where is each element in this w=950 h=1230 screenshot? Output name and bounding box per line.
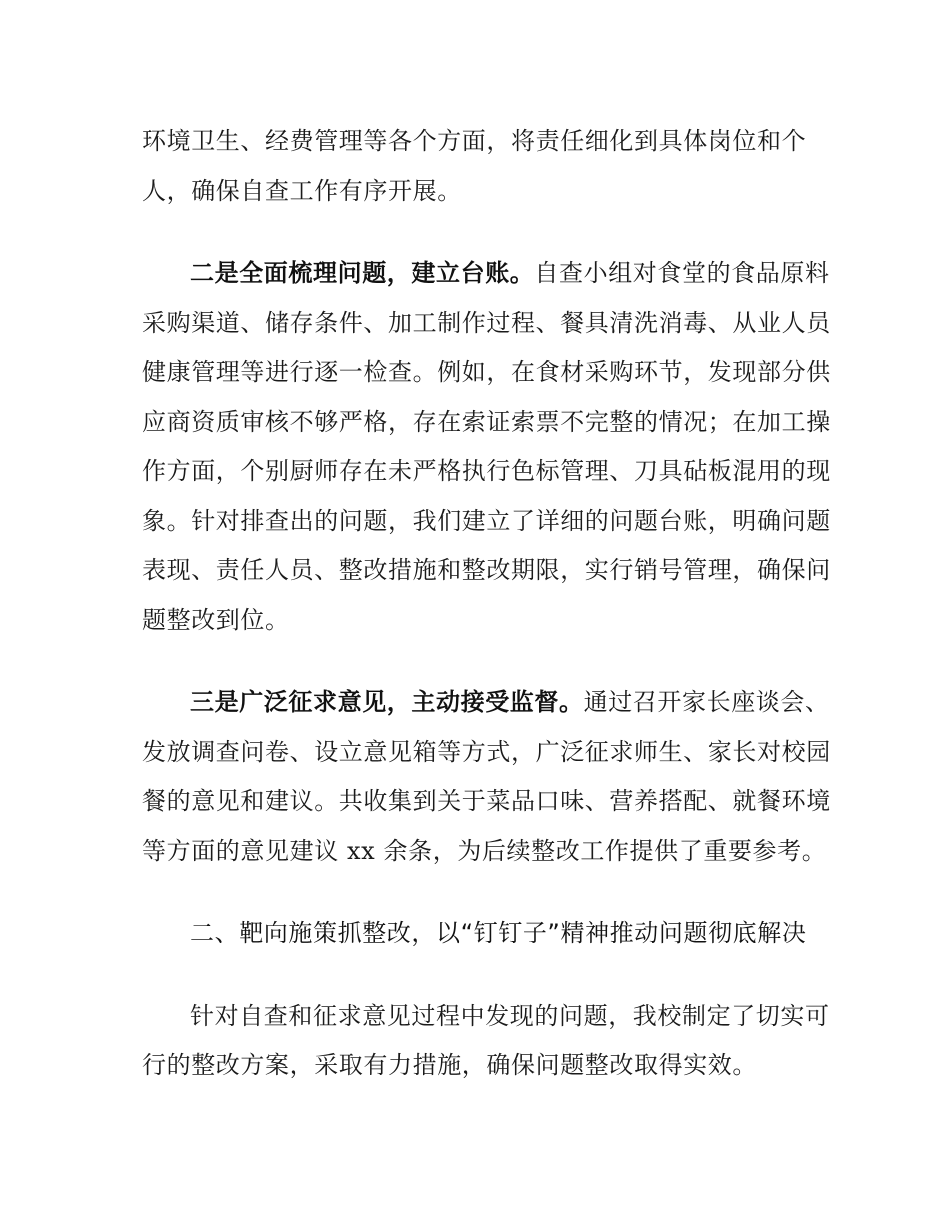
paragraph-text: 通过召开家长座谈会、发放调查问卷、设立意见箱等方式，广泛征求师生、家长对校园餐的意见和建议。共收集到关于菜品口味、营养搭配、就餐环境等方面的意见建议 xx 余条，为后续整改工作提供了重要参考。	[142, 688, 831, 865]
section-heading-text: 二、靶向施策抓整改，以“钉钉子”精神推动问题彻底解决	[190, 919, 807, 947]
paragraph-text: 自查小组对食堂的食品原料采购渠道、储存条件、加工制作过程、餐具清洗消毒、从业人员健康管理等进行逐一检查。例如，在食材采购环节，发现部分供应商资质审核不够严格，存在索证索票不完整的情况；在加工操作方面，个别厨师存在未严格执行色标管理、刀具砧板混用的现象。针对排查出的问题，我们建立了详细的问题台账，明确问题表现、责任人员、整改措施和整改期限，实行销号管理，确保问题整改到位。	[142, 259, 831, 634]
document-body	[142, 117, 832, 1124]
paragraph-lead: 三是广泛征求意见，主动接受监督。	[190, 688, 584, 716]
paragraph-text: 环境卫生、经费管理等各个方面，将责任细化到具体岗位和个人，确保自查工作有序开展。	[142, 127, 807, 205]
paragraph-text: 针对自查和征求意见过程中发现的问题，我校制定了切实可行的整改方案，采取有力措施，确保问题整改取得实效。	[142, 1001, 830, 1079]
paragraph-item-three	[142, 678, 832, 876]
paragraph-item-two	[142, 249, 832, 645]
paragraph-lead: 二是全面梳理问题，建立台账。	[190, 259, 535, 287]
section-heading	[142, 909, 832, 959]
paragraph-continued	[142, 117, 832, 216]
paragraph-section-intro	[142, 992, 832, 1091]
